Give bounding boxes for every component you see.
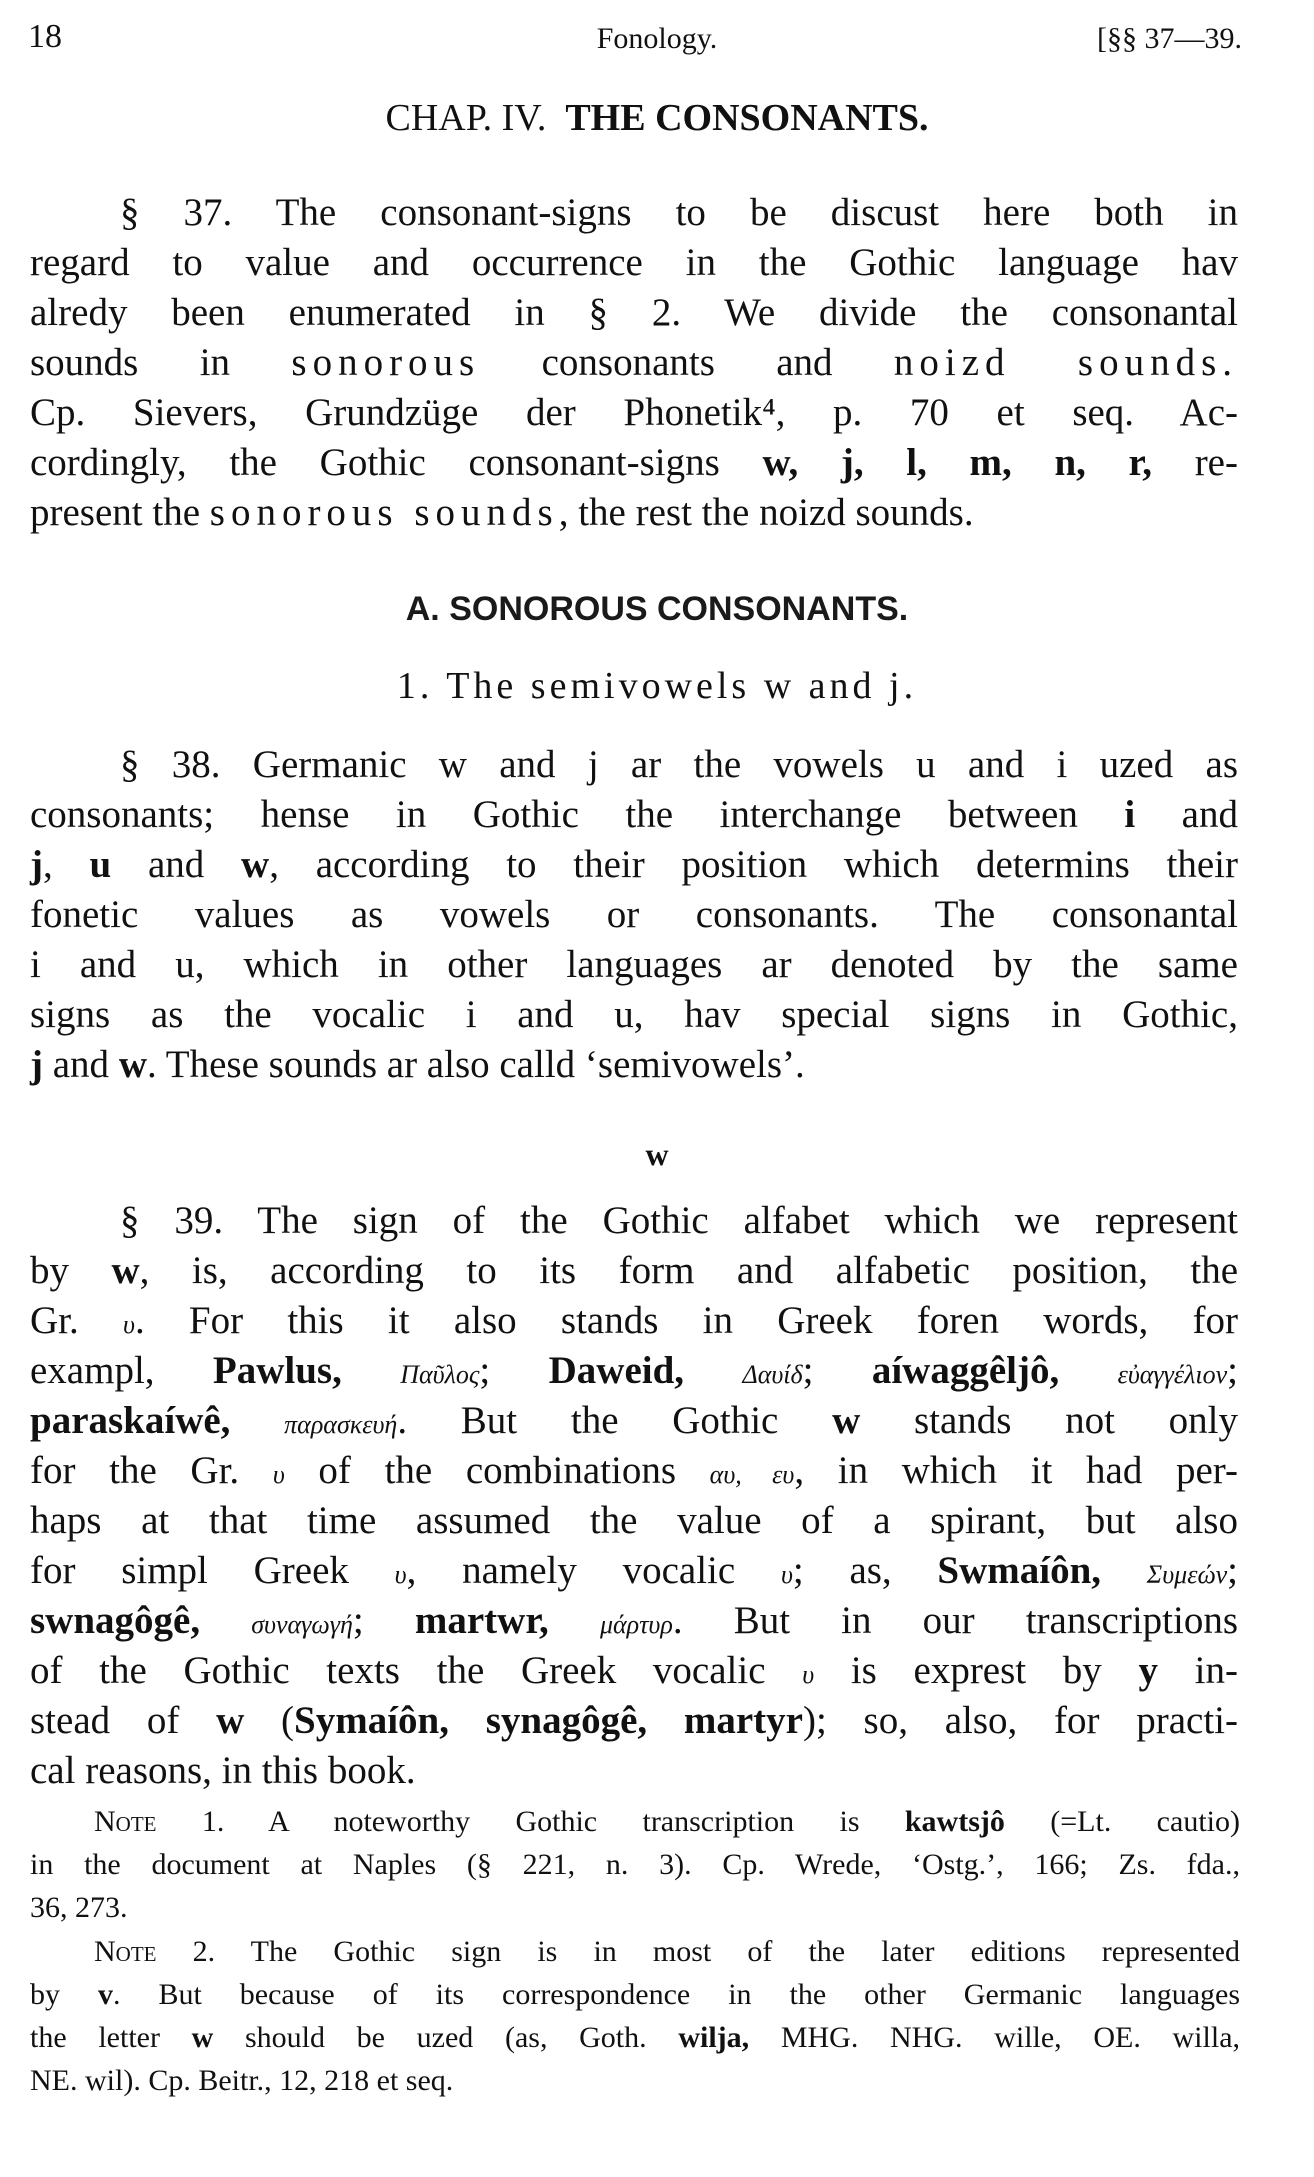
paragraph-38 [30,740,1238,1090]
text-line [30,1246,1238,1296]
chapter-heading [0,96,1314,140]
bold-term: w [216,1699,245,1742]
greek-term: υ [394,1560,407,1589]
spaced-term: sonorous [291,341,481,384]
text-line [30,1446,1238,1496]
text-run: present the [30,491,210,534]
greek-term: Συμεών [1146,1560,1228,1589]
text-run: , according to their position which determins their [269,843,1238,886]
text-run: ; [479,1349,549,1392]
text-run: ; [1227,1549,1238,1592]
text-line [30,1546,1238,1596]
text-line: haps at that time assumed the value of a spirant, but also [30,1499,1238,1542]
greek-term: εὐαγγέλιον [1117,1360,1228,1389]
text-line [30,338,1238,388]
bold-term: martwr, [414,1599,549,1642]
text-run: . But in our transcriptions [672,1599,1239,1642]
text-run: ; [352,1599,415,1642]
note-2 [30,1930,1240,2102]
text-run: exampl, [30,1349,213,1392]
text-run: of the combinations [284,1449,710,1492]
text-run: for simpl Greek [30,1549,395,1592]
greek-term: συναγωγή [251,1610,353,1639]
text-line: 36, 273. [30,1891,128,1924]
bold-term: w [111,1249,140,1292]
text-run: sounds in [30,341,292,384]
text-run: by [30,1978,98,2011]
text-run: , [43,843,90,886]
paragraph-37 [30,188,1238,538]
text-run: ; [802,1349,872,1392]
bold-term: Daweid, [548,1349,685,1392]
text-line [30,790,1238,840]
text-line: § 37. The consonant-signs to be discust here both in [120,191,1238,234]
bold-term: Swmaíôn, [937,1549,1102,1592]
text-run: cordingly, the Gothic consonant-signs [30,441,763,484]
bold-term: j [30,843,43,886]
text-run: ; [1227,1349,1239,1392]
text-line: alredy been enumerated in § 2. We divide the consonantal [30,291,1238,334]
bold-term: kawtsjô [904,1805,1005,1838]
text-line [30,2016,1240,2059]
bold-term: w [118,1043,147,1086]
text-run: (=Lt. cautio) [1004,1805,1240,1838]
text-line: cal reasons, in this book. [30,1749,416,1792]
greek-term: μάρτυρ [599,1610,673,1639]
text-run: stands not only [860,1399,1239,1442]
text-run: ; as, [792,1549,938,1592]
text-run: and [111,843,242,886]
text-line [30,1596,1238,1646]
text-line: § 38. Germanic w and j ar the vowels u and i uzed as [120,743,1238,786]
bold-term: w [191,2021,214,2054]
text-run: re- [1152,441,1238,484]
text-line [30,1973,1240,2016]
text-line [30,840,1238,890]
text-line [30,1396,1238,1446]
chapter-label: CHAP. IV. [385,97,547,139]
note-1 [30,1800,1240,1929]
text-run: of the Gothic texts the Greek vocalic [30,1649,803,1692]
text-run: A noteworthy Gothic transcription is [224,1805,905,1838]
text-line [30,1040,1238,1090]
text-line [30,1696,1238,1746]
text-run: , in which it had per- [794,1449,1238,1492]
greek-term: υ [272,1460,285,1489]
bold-term: j [30,1043,43,1086]
subsection-heading: 1. The semivowels w and j. [396,665,918,707]
bold-term: wilja, [678,2021,750,2054]
letter-heading: w [645,1136,669,1172]
text-run: and [43,1043,119,1086]
text-run: and [1135,793,1238,836]
paragraph-39 [30,1196,1238,1796]
bold-term: aíwaggêljô, [871,1349,1060,1392]
text-line [30,438,1238,488]
text-run: in- [1157,1649,1238,1692]
text-run: consonants and [480,341,894,384]
text-run: Gr. [30,1299,123,1342]
greek-term: Παῦλος [400,1360,480,1389]
text-line [30,1800,1240,1843]
greek-term: αυ, ευ [709,1460,795,1489]
text-line [30,488,1238,538]
text-run: , is, according to its form and alfabetic position, the [139,1249,1238,1292]
bold-term: w [241,843,270,886]
text-run: by [30,1249,112,1292]
bold-term: u [89,843,112,886]
bold-term: i [1124,793,1136,836]
bold-term: w [832,1399,861,1442]
text-line: i and u, which in other languages ar denoted by the same [30,943,1238,986]
text-line: Cp. Sievers, Grundzüge der Phonetik⁴, p. 70 et seq. Ac- [30,391,1238,434]
running-title: Fonology. [596,22,718,55]
section-range: [§§ 37—39. [1097,22,1242,55]
bold-term: y [1138,1649,1158,1692]
spaced-term: sonorous sounds [209,491,559,534]
text-line [30,1646,1238,1696]
text-line: in the document at Naples (§ 221, n. 3). Cp. Wrede, ‘Ostg.’, 166; Zs. fda., [30,1848,1240,1881]
text-line: § 39. The sign of the Gothic alfabet which we represent [120,1199,1238,1242]
bold-term: Symaíôn, synagôgê, martyr [294,1699,803,1742]
note-label: Note 2. [94,1935,216,1968]
text-run: The Gothic sign is in most of the later editions represented [215,1935,1240,1968]
text-line: NE. wil). Cp. Beitr., 12, 218 et seq. [30,2064,454,2097]
text-run: ); so, also, for practi- [802,1699,1238,1742]
text-run: , namely vocalic [406,1549,781,1592]
text-run: , the rest the noizd sounds. [558,491,974,534]
text-line [30,1296,1238,1346]
greek-term: Δαυίδ [742,1360,803,1389]
bold-term: swnagôgê, [30,1599,201,1642]
text-run: . But because of its correspondence in the other Germanic languages [112,1978,1241,2011]
text-run: ( [244,1699,295,1742]
text-run: . These sounds ar also calld ‘semivowels’. [146,1043,805,1086]
text-run: for the Gr. [30,1449,273,1492]
greek-term: υ [802,1660,815,1689]
spaced-term: noizd sounds. [893,341,1239,384]
greek-term: παρασκευή [284,1410,398,1439]
text-run: . But the Gothic [397,1399,833,1442]
bold-term: w, j, l, m, n, r, [762,441,1153,484]
text-run: should be uzed (as, Goth. [213,2021,679,2054]
bold-term: v [97,1978,113,2011]
text-run: consonants; hense in Gothic the interchange between [30,793,1125,836]
greek-term: υ [123,1310,135,1339]
text-run: MHG. NHG. wille, OE. willa, [749,2021,1241,2054]
bold-term: paraskaíwê, [30,1399,231,1442]
text-line: regard to value and occurrence in the Gothic language hav [30,241,1238,284]
text-run: is exprest by [814,1649,1139,1692]
chapter-title: THE CONSONANTS. [565,97,929,139]
bold-term: Pawlus, [212,1349,342,1392]
page-number: 18 [28,18,62,55]
text-run: stead of [30,1699,217,1742]
text-line [30,1346,1238,1396]
note-label: Note 1. [94,1805,225,1838]
text-run: the letter [30,2021,192,2054]
text-line: signs as the vocalic i and u, hav special signs in Gothic, [30,993,1238,1036]
greek-term: υ [780,1560,793,1589]
section-heading: A. SONOROUS CONSONANTS. [405,590,909,628]
text-line: fonetic values as vowels or consonants. The consonantal [30,893,1238,936]
text-line [30,1930,1240,1973]
text-run: . For this it also stands in Greek foren words, for [134,1299,1239,1342]
